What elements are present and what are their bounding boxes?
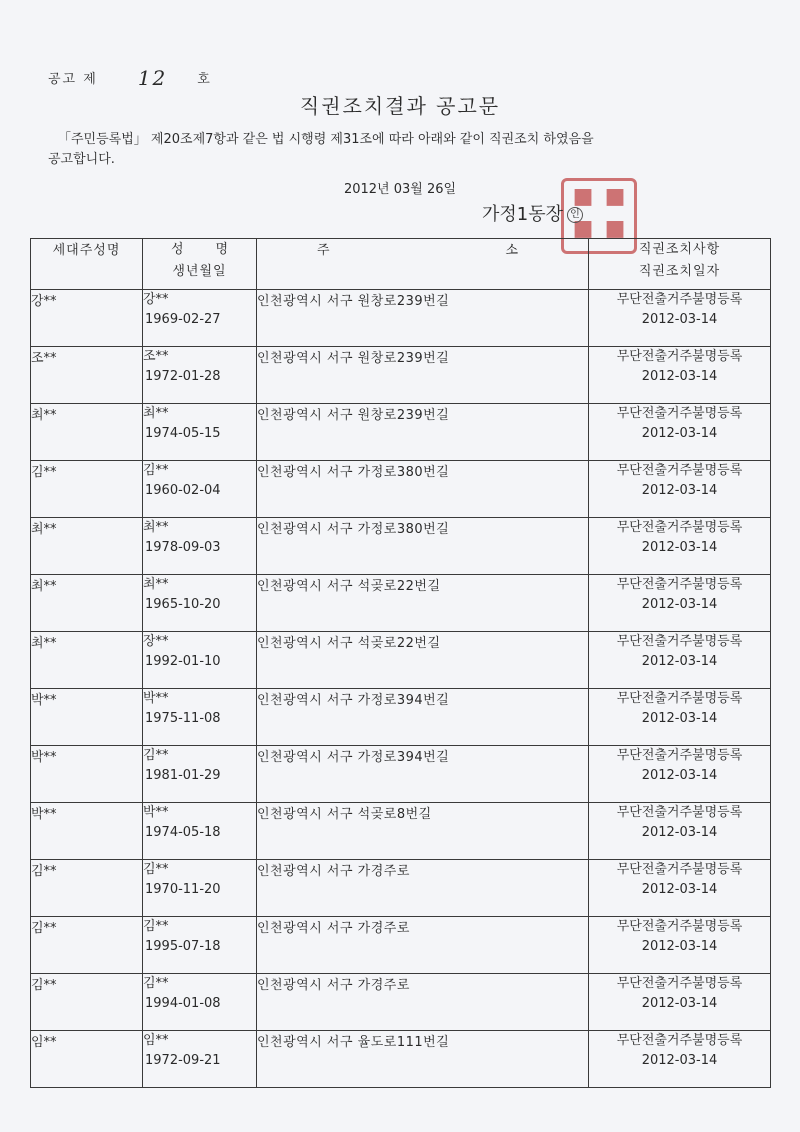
header-action-date: 직권조치일자 [638, 264, 721, 279]
header-addr-a: 주 [317, 243, 330, 258]
person-cell [143, 461, 257, 518]
action-type: 무단전출거주불명등록 [616, 292, 743, 307]
birth-date: 1965-10-20 [145, 597, 221, 612]
action-type: 무단전출거주불명등록 [616, 1033, 743, 1048]
birth-date: 1992-01-10 [145, 654, 221, 669]
action-cell [589, 1031, 771, 1088]
seal-mark: 인 [567, 207, 583, 223]
person-name: 임** [143, 1033, 169, 1048]
action-cell [589, 746, 771, 803]
table-row [31, 803, 771, 860]
action-cell [589, 518, 771, 575]
person-cell [143, 974, 257, 1031]
records-table [30, 238, 771, 1088]
household-name: 박** [31, 803, 143, 860]
person-cell [143, 347, 257, 404]
birth-date: 1960-02-04 [145, 483, 221, 498]
household-name: 강** [31, 290, 143, 347]
address: 인천광역시 서구 석곶로22번길 [257, 575, 589, 632]
address: 인천광역시 서구 원창로239번길 [257, 290, 589, 347]
action-date: 2012-03-14 [641, 312, 718, 327]
person-name: 최** [143, 520, 169, 535]
person-name: 조** [143, 349, 169, 364]
household-name: 김** [31, 461, 143, 518]
issuing-office [482, 200, 583, 226]
action-type: 무단전출거주불명등록 [616, 748, 743, 763]
action-cell [589, 404, 771, 461]
action-date: 2012-03-14 [641, 882, 718, 897]
person-cell [143, 689, 257, 746]
address: 인천광역시 서구 율도로111번길 [257, 1031, 589, 1088]
notice-body-line-2: 공고합니다. [48, 152, 115, 167]
action-date: 2012-03-14 [641, 597, 718, 612]
action-date: 2012-03-14 [641, 768, 718, 783]
action-date: 2012-03-14 [641, 369, 718, 384]
table-row [31, 860, 771, 917]
table-row [31, 575, 771, 632]
notice-body-line-1: 「주민등록법」 제20조제7항과 같은 법 시행령 제31조에 따라 아래와 같이 직권조치 하였음을 [58, 132, 594, 147]
address: 인천광역시 서구 가정로380번길 [257, 461, 589, 518]
household-name: 박** [31, 746, 143, 803]
person-name: 최** [143, 406, 169, 421]
person-name: 박** [143, 805, 169, 820]
table-row [31, 974, 771, 1031]
birth-date: 1972-01-28 [145, 369, 221, 384]
table-row [31, 461, 771, 518]
action-date: 2012-03-14 [641, 654, 718, 669]
household-name: 최** [31, 632, 143, 689]
household-name: 최** [31, 404, 143, 461]
action-type: 무단전출거주불명등록 [616, 976, 743, 991]
table-header-row [31, 239, 771, 290]
household-name: 박** [31, 689, 143, 746]
table-row [31, 632, 771, 689]
address: 인천광역시 서구 가경주로 [257, 860, 589, 917]
action-cell [589, 575, 771, 632]
action-date: 2012-03-14 [641, 711, 718, 726]
birth-date: 1974-05-18 [145, 825, 221, 840]
header-name-a: 성 [170, 242, 184, 257]
person-cell [143, 1031, 257, 1088]
notice-prefix: 공고 제 [48, 72, 98, 87]
action-type: 무단전출거주불명등록 [616, 634, 743, 649]
notice-suffix: 호 [197, 72, 212, 87]
address: 인천광역시 서구 원창로239번길 [257, 347, 589, 404]
action-type: 무단전출거주불명등록 [616, 577, 743, 592]
person-name: 김** [143, 919, 169, 934]
header-address [257, 239, 589, 290]
action-date: 2012-03-14 [641, 540, 718, 555]
action-cell [589, 347, 771, 404]
person-name: 김** [143, 862, 169, 877]
birth-date: 1978-09-03 [145, 540, 221, 555]
action-cell [589, 860, 771, 917]
table-row [31, 290, 771, 347]
header-birth: 생년월일 [172, 264, 227, 279]
action-date: 2012-03-14 [641, 939, 718, 954]
action-cell [589, 461, 771, 518]
address: 인천광역시 서구 가정로394번길 [257, 746, 589, 803]
person-cell [143, 404, 257, 461]
person-cell [143, 290, 257, 347]
header-action-type: 직권조치사항 [638, 242, 721, 257]
table-row [31, 347, 771, 404]
official-seal-stamp: ■ ■■ ■ [561, 178, 637, 254]
household-name: 김** [31, 860, 143, 917]
table-row [31, 404, 771, 461]
notice-date: 2012년 03월 26일 [343, 182, 457, 197]
action-type: 무단전출거주불명등록 [616, 349, 743, 364]
person-name: 박** [143, 691, 169, 706]
person-cell [143, 575, 257, 632]
action-type: 무단전출거주불명등록 [616, 520, 743, 535]
person-name: 김** [143, 463, 169, 478]
action-cell [589, 917, 771, 974]
household-name: 임** [31, 1031, 143, 1088]
table-row [31, 917, 771, 974]
address: 인천광역시 서구 가경주로 [257, 917, 589, 974]
header-name-birth [143, 239, 257, 290]
person-name: 최** [143, 577, 169, 592]
birth-date: 1981-01-29 [145, 768, 221, 783]
action-type: 무단전출거주불명등록 [616, 691, 743, 706]
household-name: 최** [31, 518, 143, 575]
birth-date: 1995-07-18 [145, 939, 221, 954]
household-name: 김** [31, 974, 143, 1031]
header-addr-b: 소 [505, 243, 518, 258]
birth-date: 1970-11-20 [145, 882, 221, 897]
table-row [31, 689, 771, 746]
birth-date: 1974-05-15 [145, 426, 221, 441]
action-type: 무단전출거주불명등록 [616, 862, 743, 877]
person-name: 김** [143, 748, 169, 763]
address: 인천광역시 서구 가경주로 [257, 974, 589, 1031]
person-cell [143, 917, 257, 974]
address: 인천광역시 서구 석곶로8번길 [257, 803, 589, 860]
birth-date: 1994-01-08 [145, 996, 221, 1011]
action-cell [589, 689, 771, 746]
header-name-b: 명 [215, 242, 229, 257]
action-date: 2012-03-14 [641, 426, 718, 441]
address: 인천광역시 서구 가정로380번길 [257, 518, 589, 575]
notice-number: 12 [137, 66, 168, 90]
action-cell [589, 803, 771, 860]
notice-number-line [48, 64, 212, 88]
office-name: 가정1동장 [482, 204, 564, 225]
header-action [589, 239, 771, 290]
person-cell [143, 518, 257, 575]
action-cell [589, 290, 771, 347]
person-cell [143, 860, 257, 917]
page-title: 직권조치결과 공고문 [299, 94, 501, 118]
person-name: 김** [143, 976, 169, 991]
birth-date: 1969-02-27 [145, 312, 221, 327]
action-date: 2012-03-14 [641, 1053, 718, 1068]
address: 인천광역시 서구 가정로394번길 [257, 689, 589, 746]
address: 인천광역시 서구 원창로239번길 [257, 404, 589, 461]
table-row [31, 1031, 771, 1088]
action-cell [589, 632, 771, 689]
household-name: 김** [31, 917, 143, 974]
header-household: 세대주성명 [31, 239, 143, 290]
action-date: 2012-03-14 [641, 996, 718, 1011]
address: 인천광역시 서구 석곶로22번길 [257, 632, 589, 689]
person-name: 장** [143, 634, 169, 649]
action-date: 2012-03-14 [641, 825, 718, 840]
action-type: 무단전출거주불명등록 [616, 406, 743, 421]
person-cell [143, 746, 257, 803]
person-name: 강** [143, 292, 169, 307]
person-cell [143, 803, 257, 860]
notice-body [48, 130, 748, 170]
action-type: 무단전출거주불명등록 [616, 463, 743, 478]
household-name: 조** [31, 347, 143, 404]
person-cell [143, 632, 257, 689]
action-cell [589, 974, 771, 1031]
table-row [31, 746, 771, 803]
action-type: 무단전출거주불명등록 [616, 919, 743, 934]
action-type: 무단전출거주불명등록 [616, 805, 743, 820]
birth-date: 1975-11-08 [145, 711, 221, 726]
action-date: 2012-03-14 [641, 483, 718, 498]
birth-date: 1972-09-21 [145, 1053, 221, 1068]
household-name: 최** [31, 575, 143, 632]
table-row [31, 518, 771, 575]
